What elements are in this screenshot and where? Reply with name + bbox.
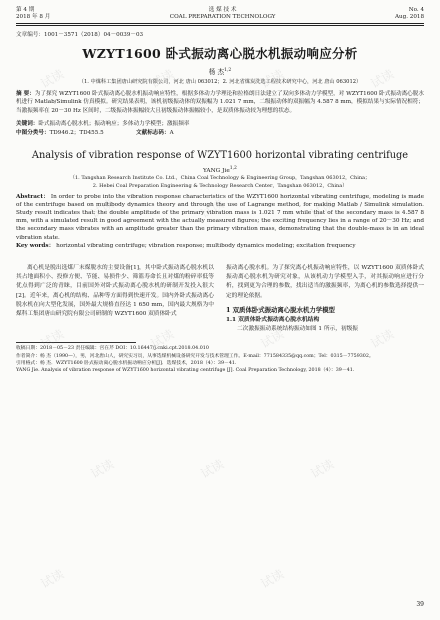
- intro-paragraph-continued: 振动离心脱水机。为了探究离心机振动响应特性，以 WZYT1600 双质体卧式振动离心脱水机为研究对象，从该机动力学模型入手，对其振动响应进行分析，找到更为合理的参数，找出适当的激振频率，为离心机的参数选择提供一定的理论依据。: [226, 264, 424, 299]
- section-heading: 1 双质体卧式振动离心脱水机力学模型: [226, 305, 335, 314]
- issue-number: 第 4 期: [16, 7, 35, 13]
- keywords-text: 卧式振动离心脱水机；振动响应；多体动力学模型；激振频率: [38, 121, 190, 128]
- header-right: [395, 7, 424, 21]
- watermark: 试读: [258, 566, 287, 591]
- issue-number-en: No. 4: [408, 7, 424, 13]
- structure-paragraph: 二次激振振动系统结构振动如图 1 所示，初级振: [237, 326, 358, 333]
- watermark: 试读: [38, 566, 67, 591]
- article-number: 文章编号：1001－3571（2018）04－0039－03: [16, 32, 144, 38]
- footnote-rule: [16, 342, 136, 343]
- doc-code-value: A: [169, 129, 174, 136]
- watermark: 试读: [88, 196, 117, 221]
- author-chinese: [16, 66, 424, 76]
- affiliation-chinese: （1. 中煤科工集团唐山研究院有限公司，河北 唐山 063012；2. 河北省煤炭洗选工程技术研究中心，河北 唐山 063012）: [78, 79, 362, 85]
- title-english: Analysis of vibration response of WZYT1600 horizontal vibrating centrifuge: [31, 149, 409, 161]
- keywords-label-en: Key words：: [16, 242, 55, 249]
- watermark: 试读: [368, 66, 397, 91]
- watermark: 试读: [198, 456, 227, 481]
- doc-code-field: [136, 129, 266, 137]
- journal-name-en: COAL PREPARATION TECHNOLOGY: [169, 14, 276, 20]
- citation-chinese: 引用格式：杨 杰．WZYT1600 卧式振动离心脱水机振动响应分析[J]．选煤技术，2018（4）：39－41.: [16, 360, 237, 366]
- header-left: [16, 7, 50, 21]
- abstract-english: [16, 193, 424, 242]
- author-info: 作者简介：杨 杰（1990—），男，河北唐山人，研究实习员，从事选煤机械设备研究开发与技术管理工作。E-mail：771584335@qq.com；Tel：0315－7759302。: [16, 353, 374, 359]
- doc-code-label: 文献标志码：: [136, 129, 170, 136]
- abstract-chinese: [16, 90, 424, 115]
- footnotes: [16, 345, 424, 374]
- watermark: 试读: [258, 326, 287, 351]
- clc-label: 中图分类号：: [16, 129, 50, 136]
- intro-paragraph: 离心机是脱出选煤厂末煤脱水的主要设备[1]，其中卧式振动离心脱水机以其占地面积小、投修方便、节能、易损件少、筛篮寿命长且对煤的粉碎率低等优点得到广泛的青睐，目前国外对卧式振动离心脱水机的研制开发投入很大[2]。近年来，离心机的结构、品种等方面得到快速开发。国内外卧式振动离心脱水机在向大型化发展，国外最大规格直径达 1 650 mm，国内最大规格为中煤科工集团唐山研究院有限公司研制的 WZYT1600 双质体卧式: [16, 264, 214, 317]
- header-rule-thin: [16, 25, 424, 26]
- subsection-heading: 1.1 双质体卧式振动离心脱水机结构: [226, 316, 320, 323]
- page-number: 39: [416, 601, 424, 608]
- abstract-label: 摘 要：: [16, 91, 35, 97]
- watermark: 试读: [308, 196, 337, 221]
- title-chinese: WZYT1600 卧式振动离心脱水机振动响应分析: [82, 46, 358, 61]
- body-right-column: [226, 264, 424, 334]
- affiliation-english-1: （1. Tangshan Research Institute Co. Ltd.，China Coal Technology & Engineering Group，Tangshan 063012，China；: [69, 174, 371, 181]
- journal-header: [16, 0, 424, 21]
- watermark: 试读: [198, 196, 227, 221]
- journal-name-cn: 选 煤 技 术: [208, 7, 237, 13]
- clc-value: TD946.2；TD455.5: [49, 129, 104, 136]
- body-columns: [16, 264, 424, 334]
- issue-date: 2018 年 8 月: [16, 14, 51, 20]
- keywords-text-en: horizontal vibrating centrifuge; vibration response; multibody dynamics modeling; excitation frequency: [56, 242, 356, 249]
- abstract-label-en: Abstract：: [16, 193, 49, 200]
- abstract-text: 为了探究 WZYT1600 卧式振动离心脱水机振动响应特性，根据多体动力学理论和拉格朗日法建立了双向多体动力学模型，对 WZYT1600 卧式振动离心脱水机进行 Matlab/Simulink 仿真模拟。研究结果表明，该机初级振动体的双振幅为 1.021 7 mm，二级振动体的双振幅为 4.587 8 mm，模拟结果与实际情况相符；当激振频率在 20－30 Hz 区间时，二级振动体振幅较大且初级振动体振幅较小，是双质体振动较为理想的状态。: [16, 91, 424, 114]
- header-rule: [16, 23, 424, 24]
- watermark: 试读: [38, 326, 67, 351]
- header-middle: [50, 7, 395, 21]
- watermark: 试读: [38, 66, 67, 91]
- watermark: 试读: [368, 326, 397, 351]
- watermark: 试读: [308, 456, 337, 481]
- keywords-english: [16, 242, 424, 250]
- keywords-label: 关键词：: [16, 121, 39, 128]
- watermark: 试读: [148, 326, 177, 351]
- abstract-text-en: In order to probe into the vibration response characteristics of the WZYT1600 horizontal vibrating centrifuge, modeling is made of the centrifuge based on multibody dynamics theory and through the use of Lagrange method, for making Matlab / Simulink simulation. Study result indicates that: the double amplitude of the primary vibration mass is 1.021 7 mm while that of the secondary mass is 4.587 8 mm, with a simulated result in good agreement with the actually measured figures; the exciting frequency lies in a range of 20－30 Hz; and the secondary mass vibrates with an amplitude greater than the primary vibration mass, demonstrating that the double-mass is in an ideal vibration state.: [16, 193, 424, 241]
- issue-date-en: Aug. 2018: [394, 14, 424, 20]
- citation-english: YANG Jie. Analysis of vibration response of WZYT1600 horizontal vibrating centrifuge [J]. Coal Preparation Technology, 2018（4）：39－41.: [16, 368, 355, 373]
- clc-field: [16, 129, 136, 137]
- author-name-en: YANG Jie: [203, 167, 230, 174]
- keywords-chinese: [16, 120, 424, 128]
- affiliation-english-2: 2. Hebei Coal Preparation Engineering & Technology Research Center，Tangshan 063012，China）: [92, 182, 348, 189]
- author-english: [16, 166, 424, 174]
- watermark: 试读: [148, 66, 177, 91]
- received-date: 收稿日期：2018－05－23 责任编辑：宫在芹 DOI：10.16447/j.cnki.cpt.2018.04.010: [16, 346, 209, 352]
- watermark: 试读: [258, 66, 287, 91]
- watermark: 试读: [88, 456, 117, 481]
- body-left-column: [16, 264, 214, 334]
- author-superscript: 1,2: [224, 67, 232, 73]
- classification-row: [16, 129, 424, 137]
- author-superscript-en: 1,2: [229, 165, 237, 171]
- author-name: 杨 杰: [208, 68, 225, 76]
